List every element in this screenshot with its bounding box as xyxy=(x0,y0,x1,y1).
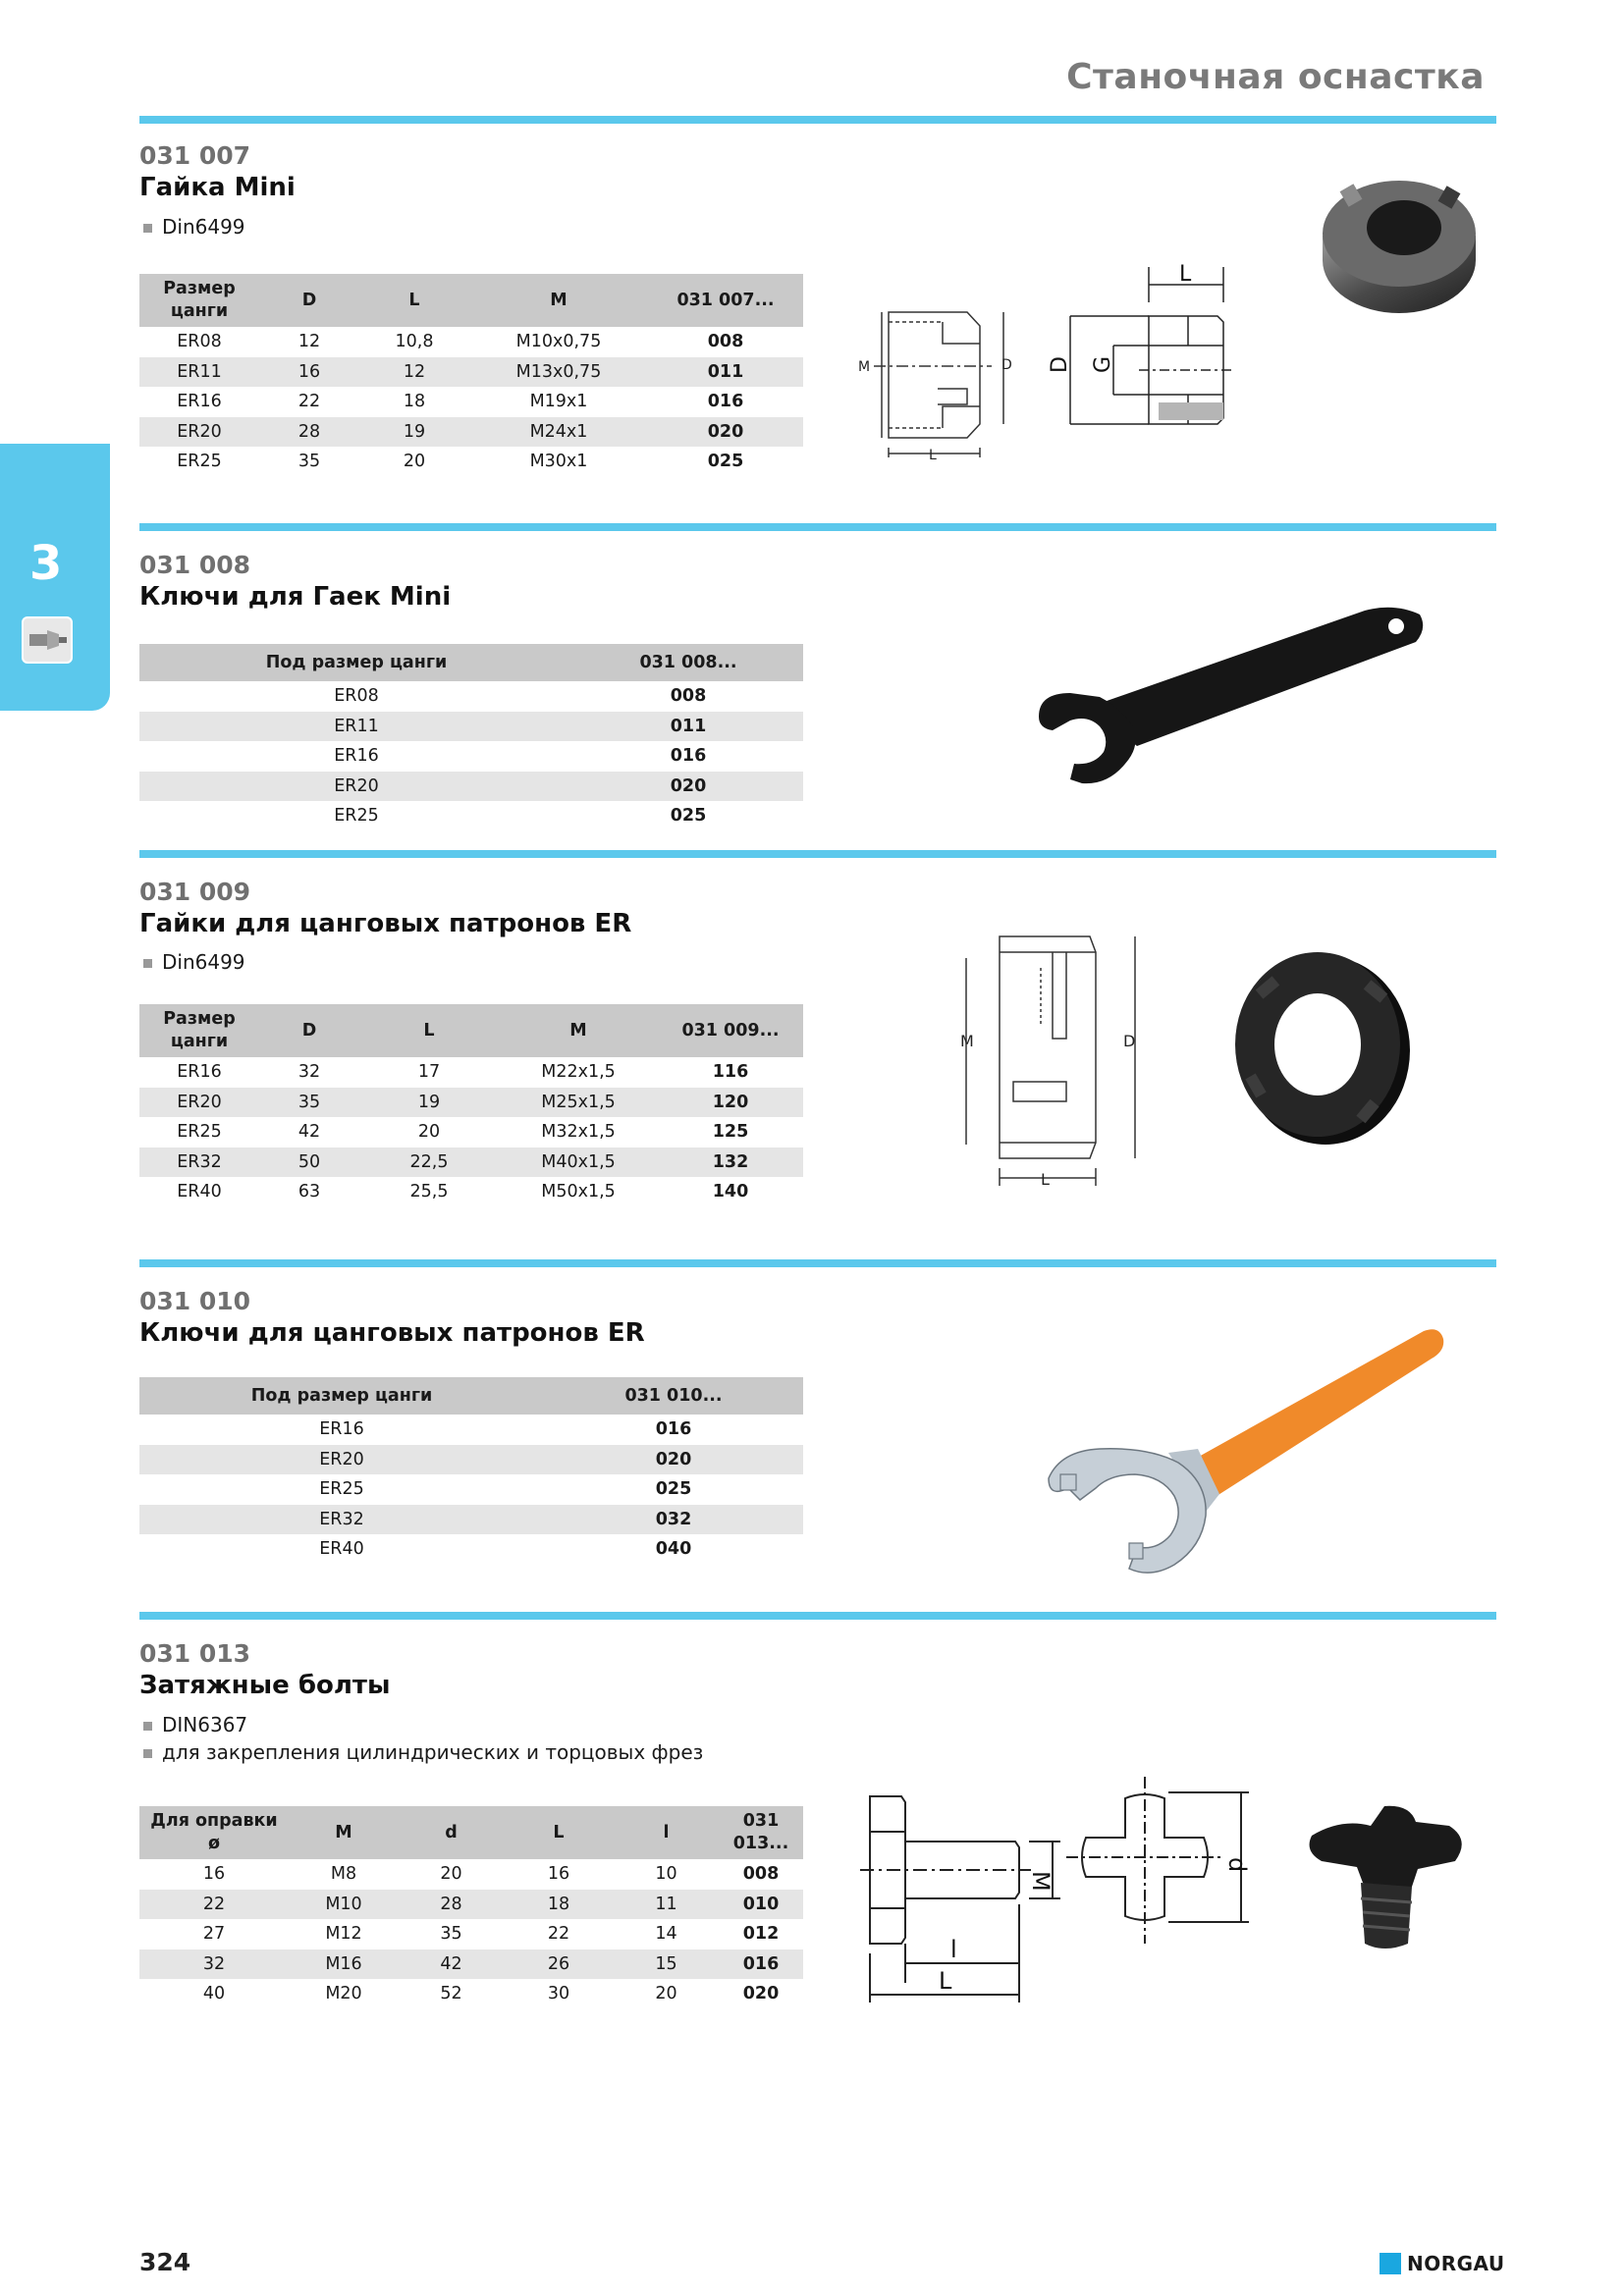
column-header: M xyxy=(499,1004,658,1057)
mini-nut-photo xyxy=(1316,167,1483,314)
product-title: Ключи для цанговых патронов ER xyxy=(139,1318,645,1348)
table-row: ER25 025 xyxy=(319,1479,692,1500)
er-wrench-photo xyxy=(1041,1315,1453,1590)
dim-label: G xyxy=(1091,355,1115,373)
column-header: Размер цанги xyxy=(139,1004,259,1057)
dim-label: L xyxy=(939,1967,952,1995)
spec-table-031008 xyxy=(139,644,803,831)
er-nut-photo xyxy=(1227,942,1414,1148)
column-header: l xyxy=(614,1806,719,1859)
table-row: ER20 020 xyxy=(139,772,803,802)
product-code: 031 009 xyxy=(139,878,251,906)
mini-nut-section-drawing xyxy=(1041,257,1237,434)
product-code: 031 007 xyxy=(139,141,251,170)
table-row: ER16 016 xyxy=(319,1419,692,1440)
bullet-item: для закрепления цилиндрических и торцовых фрез xyxy=(143,1740,703,1764)
dim-label: L xyxy=(1179,262,1192,287)
table-row: ER25 42 20 M32x1,5 125 xyxy=(177,1122,749,1143)
product-title: Гайки для цанговых патронов ER xyxy=(139,909,632,938)
chapter-number: 3 xyxy=(29,536,63,591)
column-header: M xyxy=(289,1806,399,1859)
product-code: 031 010 xyxy=(139,1287,251,1315)
dim-label: l xyxy=(950,1936,957,1963)
table-row: ER11 011 xyxy=(139,712,803,742)
table-row: ER32 032 xyxy=(139,1505,803,1535)
dim-label: M xyxy=(960,1032,974,1050)
column-header: Под размер цанги xyxy=(139,1377,544,1415)
product-title: Затяжные болты xyxy=(139,1671,391,1700)
spec-table-031010 xyxy=(139,1377,803,1565)
dim-label: L xyxy=(1041,1170,1050,1189)
spec-table-031007 xyxy=(139,274,803,477)
column-header: D xyxy=(259,274,359,327)
dim-label: d xyxy=(1223,1857,1251,1873)
brand-logo: NORGAU xyxy=(1380,2252,1505,2275)
table-row: ER16 22 18 M19x1 016 xyxy=(177,392,744,412)
section-divider xyxy=(139,523,1496,531)
bullet-item: DIN6367 xyxy=(143,1713,247,1736)
table-row: ER25 025 xyxy=(334,806,707,827)
page-number: 324 xyxy=(139,2248,191,2276)
column-header: Для оправки ø xyxy=(139,1806,289,1859)
column-header: 031 013... xyxy=(719,1806,803,1859)
table-row: ER16 016 xyxy=(334,746,707,767)
column-header: 031 010... xyxy=(544,1377,803,1415)
column-header: Под размер цанги xyxy=(139,644,573,681)
product-title: Гайка Mini xyxy=(139,173,296,202)
bolt-side-drawing xyxy=(854,1777,1070,2012)
table-row: ER08 008 xyxy=(334,686,707,707)
tool-holder-icon xyxy=(22,616,73,667)
table-row: ER11 16 12 M13x0,75 011 xyxy=(139,357,803,388)
spec-table-031013 xyxy=(139,1806,803,2009)
table-row: ER20 020 xyxy=(139,1445,803,1475)
mini-nut-drawing xyxy=(844,294,1031,471)
column-header: M xyxy=(469,274,648,327)
dim-label: D xyxy=(1048,356,1072,373)
column-header: L xyxy=(359,274,469,327)
dim-label: D xyxy=(1123,1032,1136,1050)
spec-table-031009 xyxy=(139,1004,803,1207)
product-code: 031 013 xyxy=(139,1639,251,1668)
section-divider xyxy=(139,850,1496,858)
column-header: 031 007... xyxy=(648,274,803,327)
table-row: 16 M8 20 16 10 008 xyxy=(202,1864,780,1885)
table-row: ER20 28 19 M24x1 020 xyxy=(139,417,803,448)
dim-label: L xyxy=(929,448,937,463)
brand-square-icon xyxy=(1380,2253,1401,2274)
chapter-tab xyxy=(0,444,110,711)
product-code: 031 008 xyxy=(139,551,251,579)
column-header: 031 009... xyxy=(658,1004,803,1057)
er-nut-drawing xyxy=(943,929,1159,1194)
section-divider xyxy=(139,1612,1496,1620)
dim-label: M xyxy=(858,359,871,375)
table-row: 40 M20 52 30 20 020 xyxy=(202,1984,780,2004)
section-divider xyxy=(139,116,1496,124)
product-title: Ключи для Гаек Mini xyxy=(139,582,452,612)
table-row: 27 M12 35 22 14 012 xyxy=(202,1924,780,1945)
table-row: ER25 35 20 M30x1 025 xyxy=(177,452,744,472)
table-row: ER40 040 xyxy=(319,1539,692,1560)
page-title: Станочная оснастка xyxy=(1066,57,1485,97)
dim-label: M xyxy=(1027,1871,1055,1892)
table-row: ER32 50 22,5 M40x1,5 132 xyxy=(139,1148,803,1178)
table-row: 32 M16 42 26 15 016 xyxy=(139,1949,803,1980)
column-header: D xyxy=(259,1004,359,1057)
column-header: Размер цанги xyxy=(139,274,259,327)
bullet-item: Din6499 xyxy=(143,950,245,974)
column-header: L xyxy=(504,1806,614,1859)
bullet-item: Din6499 xyxy=(143,215,245,239)
table-row: 22 M10 28 18 11 010 xyxy=(139,1890,803,1920)
clamping-bolt-photo xyxy=(1302,1796,1479,1953)
table-row: ER16 32 17 M22x1,5 116 xyxy=(177,1062,749,1083)
column-header: L xyxy=(359,1004,499,1057)
dim-label: D xyxy=(1001,357,1012,373)
mini-wrench-photo xyxy=(1031,599,1443,795)
table-row: ER40 63 25,5 M50x1,5 140 xyxy=(177,1182,749,1202)
column-header: d xyxy=(399,1806,504,1859)
bolt-cross-drawing xyxy=(1062,1773,1259,1969)
section-divider xyxy=(139,1259,1496,1267)
table-row: ER08 12 10,8 M10x0,75 008 xyxy=(177,332,744,352)
table-row: ER20 35 19 M25x1,5 120 xyxy=(139,1088,803,1118)
column-header: 031 008... xyxy=(573,644,803,681)
